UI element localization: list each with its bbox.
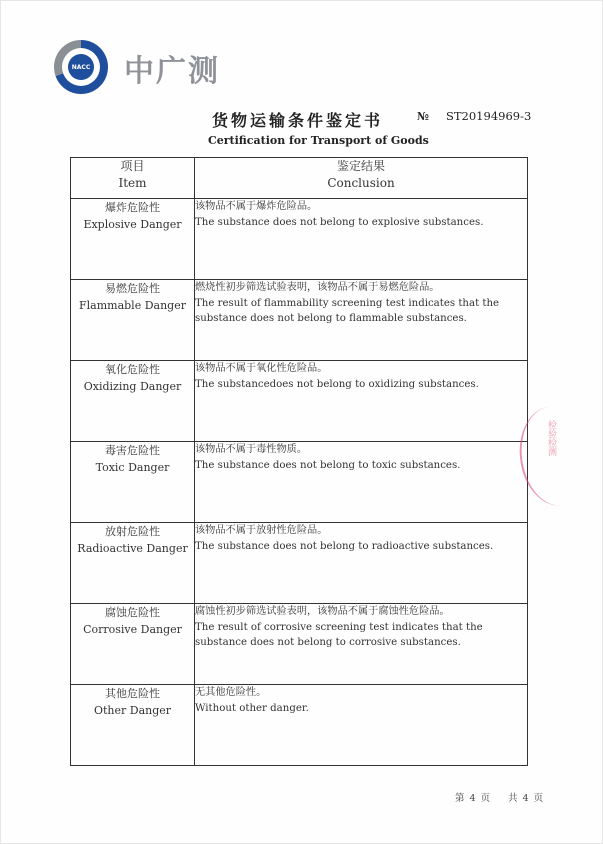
- conclusion-cell: [195, 361, 528, 442]
- conclusion-cell: [195, 199, 528, 280]
- page-number: 第 4 页: [455, 793, 492, 804]
- item-name-en: Explosive Danger: [83, 218, 182, 231]
- table-row: [71, 685, 528, 766]
- item-name-en: Corrosive Danger: [83, 623, 182, 636]
- conclusion-en: The substance does not belong to toxic substances.: [195, 459, 461, 471]
- conclusion-cell: [195, 685, 528, 766]
- certification-table: [70, 157, 528, 766]
- item-name-en: Radioactive Danger: [77, 542, 188, 555]
- item-cell: [71, 442, 195, 523]
- item-cell: [71, 604, 195, 685]
- logo-text: 中广测: [124, 54, 220, 89]
- column-header-conclusion-zh: 鉴定结果: [336, 159, 385, 173]
- conclusion-en: The result of corrosive screening test indicates that the substance does not belong to corrosive substances.: [195, 621, 483, 648]
- table-row: [71, 199, 528, 280]
- conclusion-zh: 无其他危险性。: [195, 687, 267, 698]
- conclusion-zh: 该物品不属于毒性物质。: [195, 444, 308, 455]
- item-name-en: Flammable Danger: [79, 299, 186, 312]
- table-row: [71, 442, 528, 523]
- conclusion-zh: 该物品不属于爆炸危险品。: [195, 201, 318, 212]
- conclusion-cell: [195, 523, 528, 604]
- conclusion-cell: [195, 280, 528, 361]
- item-cell: [71, 523, 195, 604]
- conclusion-cell: [195, 442, 528, 523]
- page-total: 共 4 页: [508, 793, 545, 804]
- conclusion-en: Without other danger.: [195, 702, 309, 714]
- conclusion-en: The substance does not belong to radioactive substances.: [195, 540, 494, 552]
- official-seal-text: 检验检测: [546, 420, 556, 456]
- item-name-zh: 毒害危险性: [105, 444, 160, 457]
- item-name-zh: 氧化危险性: [105, 363, 160, 376]
- conclusion-zh: 该物品不属于放射性危险品。: [195, 525, 328, 536]
- item-name-zh: 腐蚀危险性: [105, 606, 160, 619]
- item-name-zh: 爆炸危险性: [105, 201, 160, 214]
- conclusion-en: The substancedoes not belong to oxidizing substances.: [195, 378, 479, 390]
- nacc-logo-icon: [54, 40, 108, 94]
- certificate-number: ST20194969-3: [446, 109, 532, 123]
- conclusion-en: The result of flammability screening test indicates that the substance does not belong to flammable substances.: [195, 297, 500, 324]
- conclusion-zh: 该物品不属于氧化性危险品。: [195, 363, 328, 374]
- document-title-zh: 货物运输条件鉴定书: [212, 111, 384, 130]
- column-header-conclusion-en: Conclusion: [327, 176, 395, 190]
- item-name-en: Oxidizing Danger: [83, 380, 182, 393]
- item-name-en: Other Danger: [93, 704, 172, 717]
- logo-badge: NACC: [68, 54, 94, 80]
- table-row: [71, 523, 528, 604]
- conclusion-en: The substance does not belong to explosive substances.: [195, 216, 484, 228]
- column-header-item-zh: 项目: [120, 159, 145, 173]
- item-cell: [71, 685, 195, 766]
- column-header-item-en: Item: [118, 176, 147, 190]
- document-title-en: Certification for Transport of Goods: [208, 134, 429, 147]
- conclusion-zh: 腐蚀性初步筛选试验表明，该物品不属于腐蚀性危险品。: [195, 606, 450, 617]
- item-cell: [71, 280, 195, 361]
- column-header-conclusion: [195, 158, 528, 199]
- column-header-item: [71, 158, 195, 199]
- item-name-zh: 放射危险性: [105, 525, 160, 538]
- table-row: [71, 280, 528, 361]
- table-row: [71, 604, 528, 685]
- item-cell: [71, 361, 195, 442]
- item-name-zh: 其他危险性: [105, 687, 160, 700]
- item-cell: [71, 199, 195, 280]
- item-name-zh: 易燃危险性: [105, 282, 160, 295]
- company-logo: [54, 36, 254, 100]
- conclusion-cell: [195, 604, 528, 685]
- table-row: [71, 361, 528, 442]
- table-header-row: [71, 158, 528, 199]
- conclusion-zh: 燃烧性初步筛选试验表明，该物品不属于易燃危险品。: [195, 282, 440, 293]
- certificate-number-label: №: [417, 110, 429, 123]
- item-name-en: Toxic Danger: [95, 461, 170, 474]
